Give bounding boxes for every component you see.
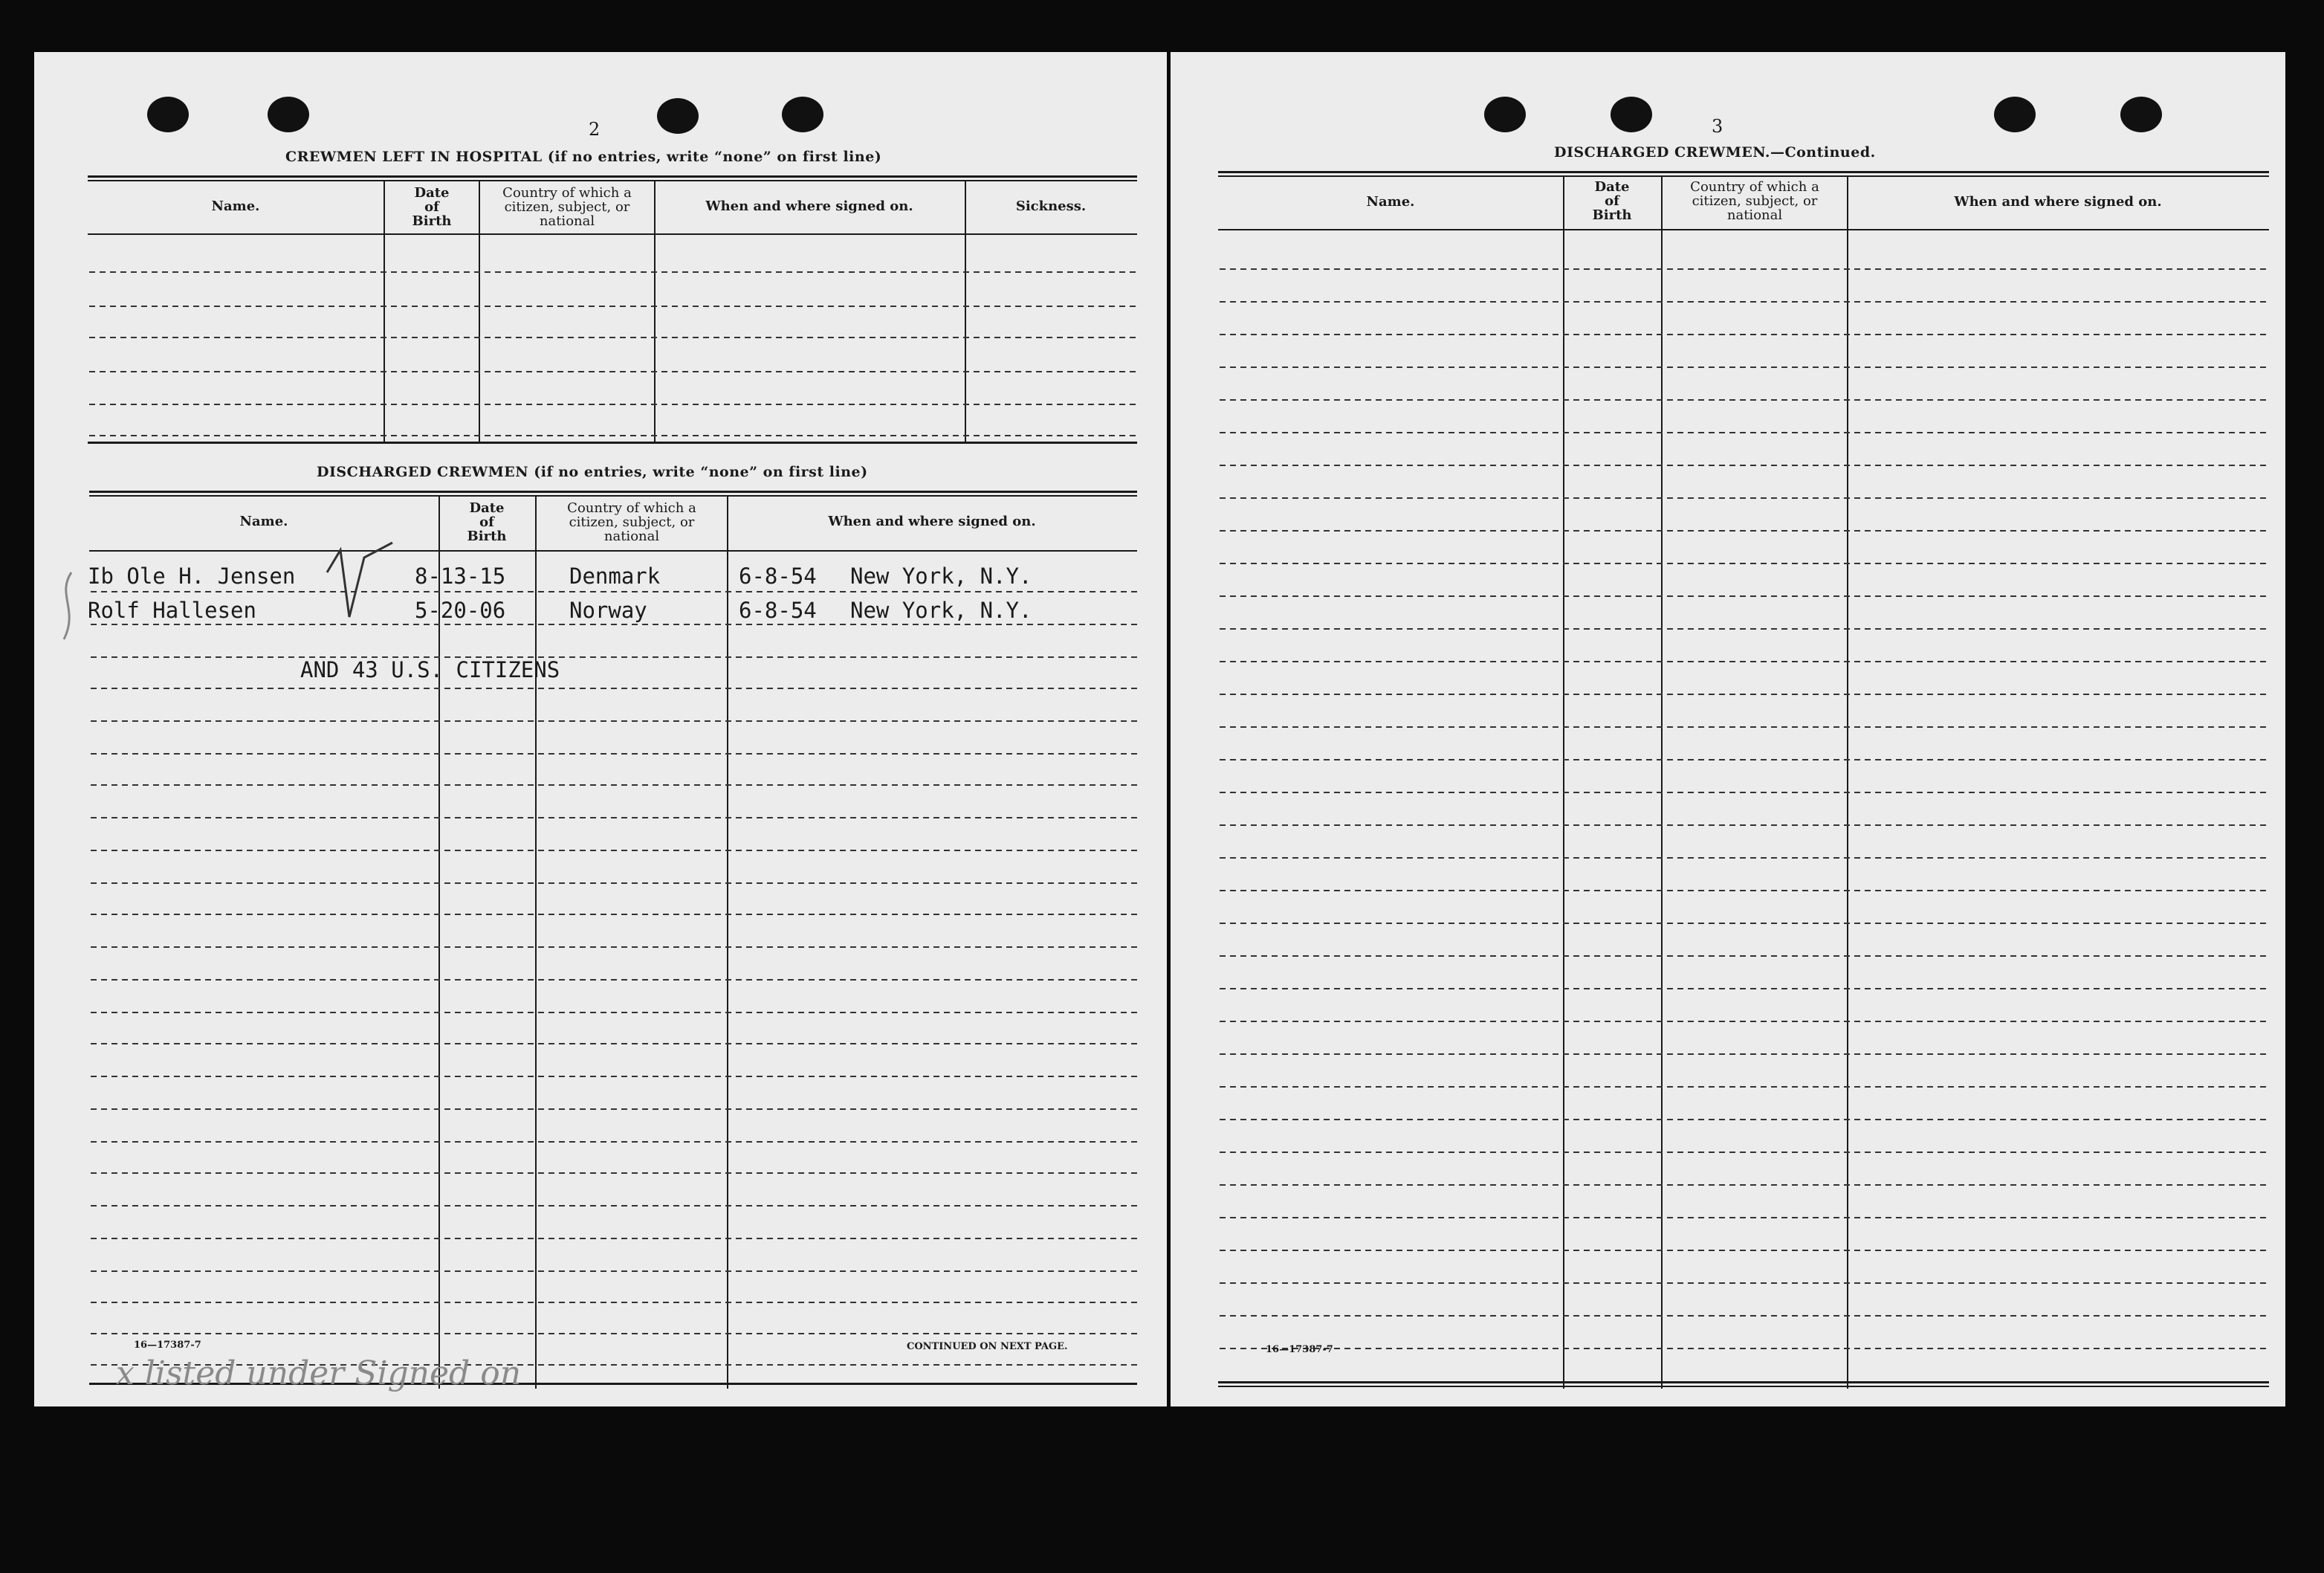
discharged-instruction: (if no entries, write “none” on first line): [534, 464, 868, 480]
pencil-note: x listed under Signed on: [116, 1354, 522, 1392]
hospital-instruction: (if no entries, write “none” on first line): [547, 149, 882, 165]
crew-signed-place: New York, N.Y.: [850, 563, 1032, 589]
continued-title-suffix: —Continued.: [1770, 144, 1876, 161]
citizens-note: AND 43 U.S. CITIZENS: [300, 657, 560, 682]
crew-signed-place: New York, N.Y.: [850, 598, 1032, 623]
header-name: Name.: [1366, 194, 1415, 210]
page-number: 2: [589, 119, 601, 140]
hospital-title-text: CREWMEN LEFT IN HOSPITAL: [285, 149, 543, 165]
left-page: [34, 52, 1167, 1406]
pencil-mark-icon: [49, 565, 86, 647]
crew-name: Rolf Hallesen: [88, 598, 256, 623]
form-number: 16—17387-7: [134, 1340, 201, 1351]
right-page: [1171, 52, 2285, 1406]
continued-title-text: DISCHARGED CREWMEN.: [1554, 144, 1771, 161]
discharged-title-text: DISCHARGED CREWMEN: [317, 464, 529, 480]
header-name: Name.: [211, 198, 260, 214]
form-number: 16—17387-7: [1266, 1344, 1333, 1355]
header-dob: Date of Birth: [467, 500, 507, 544]
crew-signed-date: 6-8-54: [739, 598, 817, 623]
header-sickness: Sickness.: [1015, 198, 1087, 214]
header-country: Country of which a citizen, subject, or national: [1690, 179, 1819, 223]
header-country: Country of which a citizen, subject, or national: [502, 185, 632, 229]
header-signed-on: When and where signed on.: [828, 514, 1036, 529]
crew-dob: 5-20-06: [415, 598, 506, 623]
header-country: Country of which a citizen, subject, or national: [567, 500, 696, 544]
crew-name: Ib Ole H. Jensen: [88, 563, 296, 589]
header-dob: Date of Birth: [1592, 179, 1632, 223]
crew-signed-date: 6-8-54: [739, 563, 817, 589]
crew-country: Norway: [569, 598, 647, 623]
continued-note: CONTINUED ON NEXT PAGE.: [907, 1341, 1068, 1352]
discharged-dashed-rows: [34, 52, 1167, 1406]
crew-country: Denmark: [569, 563, 661, 589]
crew-dob: 8-13-15: [415, 563, 506, 589]
header-name: Name.: [239, 514, 288, 529]
header-signed-on: When and where signed on.: [705, 198, 913, 214]
table-bottom-rule-2: [1218, 1386, 2269, 1387]
check-mark-icon: [320, 535, 401, 632]
page-number: 3: [1712, 116, 1723, 137]
right-dashed-rows: [1171, 52, 2285, 1406]
header-signed-on: When and where signed on.: [1954, 194, 2162, 210]
header-dob: Date of Birth: [412, 185, 452, 229]
table-bottom-rule: [1218, 1381, 2269, 1383]
